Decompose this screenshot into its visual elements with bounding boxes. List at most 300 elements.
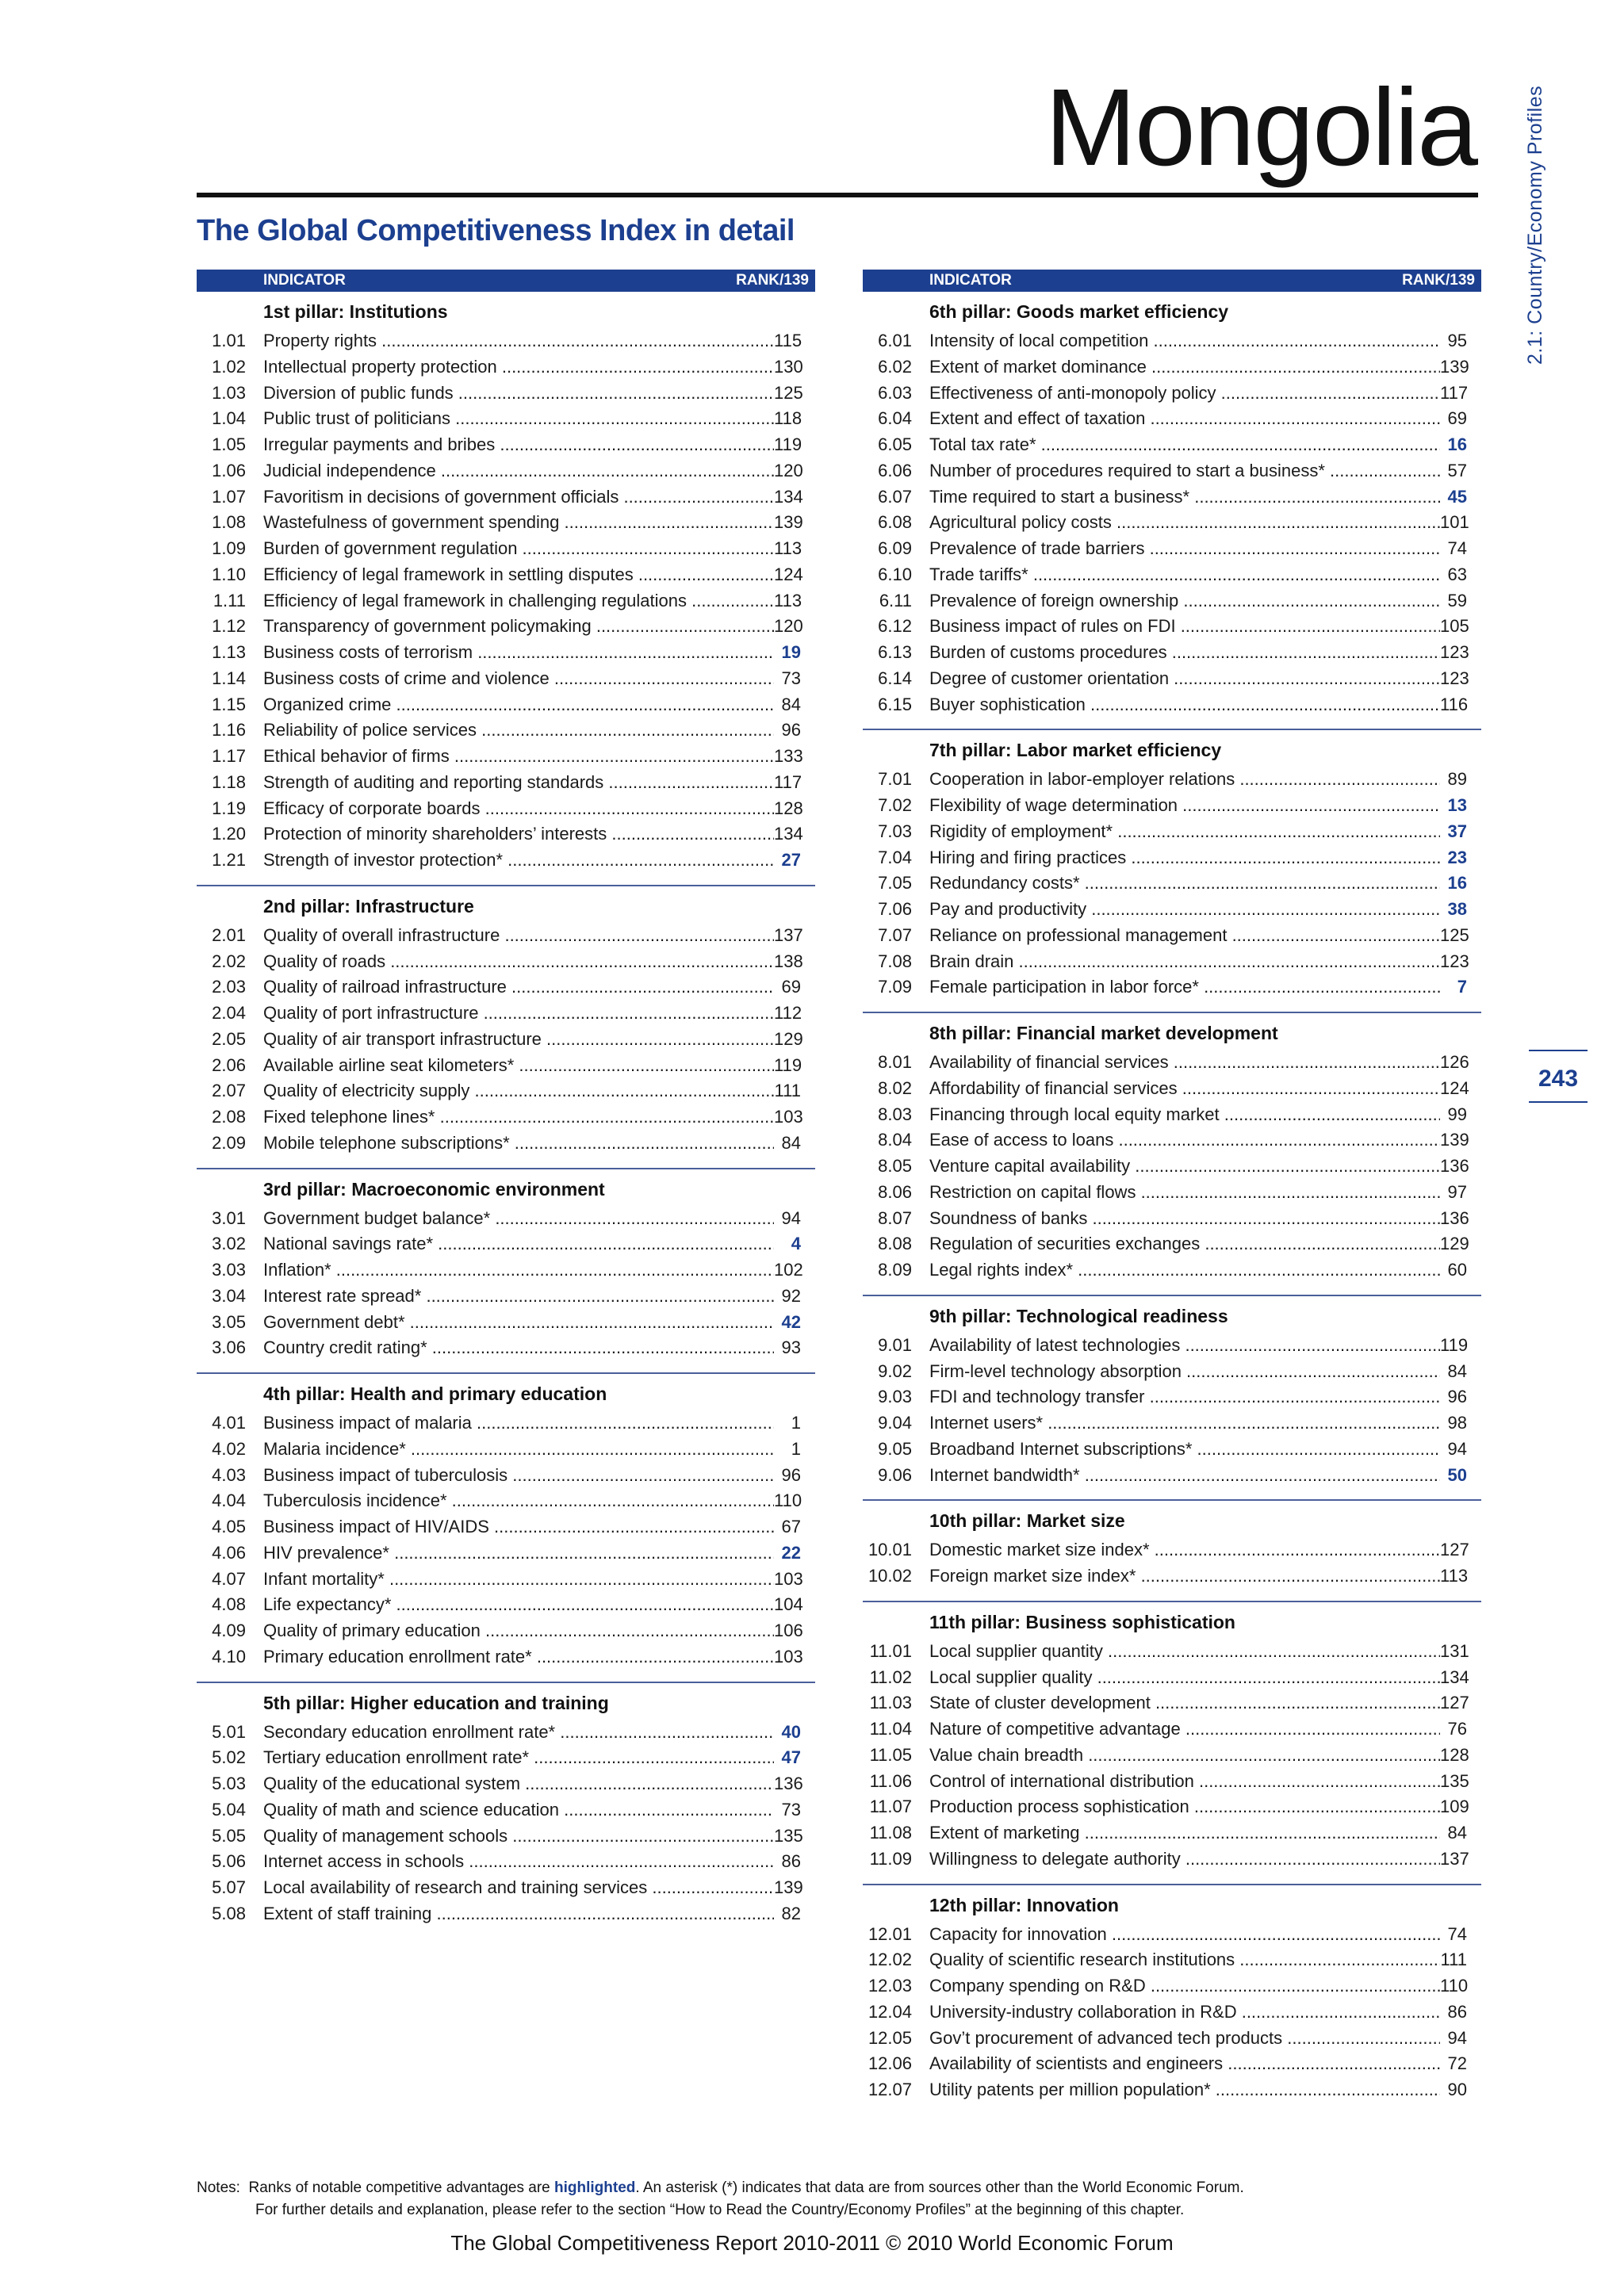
indicator-code: 11.01 — [869, 1640, 912, 1661]
indicator-row — [863, 1922, 1481, 1948]
indicator-rank: 137 — [1440, 1846, 1467, 1873]
indicator-label: Availability of financial services ..... — [929, 1050, 1440, 1076]
indicator-label: Transparency of government policymaking ..... — [263, 614, 774, 640]
indicator-row — [197, 1078, 815, 1104]
indicator-rank: 128 — [1440, 1743, 1467, 1769]
indicator-label: Soundness of banks ..... — [929, 1206, 1440, 1232]
indicator-rank-highlighted: 13 — [1440, 793, 1467, 819]
indicator-code: 1.03 — [212, 382, 246, 403]
indicator-code: 3.01 — [212, 1207, 246, 1228]
section-side-label: 2.1: Country/Economy Profiles — [1524, 85, 1546, 365]
indicator-code: 7.06 — [878, 899, 912, 919]
indicator-code: 1.21 — [212, 850, 246, 870]
indicator-label: Trade tariffs* ..... — [929, 562, 1440, 588]
indicator-label: Country credit rating* ..... — [263, 1335, 774, 1361]
indicator-label: Burden of customs procedures ..... — [929, 640, 1440, 666]
indicator-rank: 82 — [774, 1901, 801, 1927]
indicator-row — [197, 770, 815, 796]
indicator-rank: 92 — [774, 1284, 801, 1310]
indicator-label: Legal rights index* ..... — [929, 1257, 1440, 1284]
indicator-code: 12.05 — [868, 2027, 912, 2048]
indicator-code: 2.07 — [212, 1081, 246, 1101]
indicator-rank: 129 — [1440, 1231, 1467, 1257]
indicator-label: Degree of customer orientation ..... — [929, 666, 1440, 692]
indicator-row — [197, 1027, 815, 1053]
indicator-rank: 60 — [1440, 1257, 1467, 1284]
indicator-label: Flexibility of wage determination ..... — [929, 793, 1440, 819]
indicator-code: 8.05 — [878, 1156, 912, 1176]
indicator-code: 1.15 — [212, 694, 246, 714]
indicator-rank: 119 — [774, 432, 801, 458]
indicator-code: 1.02 — [212, 356, 246, 377]
indicator-rank-highlighted: 16 — [1440, 871, 1467, 897]
indicator-row — [197, 974, 815, 1001]
indicator-rank: 124 — [774, 562, 801, 588]
indicator-label: Quality of primary education ..... — [263, 1618, 774, 1644]
indicator-rank: 84 — [1440, 1820, 1467, 1846]
indicator-row — [197, 1463, 815, 1489]
indicator-row — [863, 1973, 1481, 1999]
indicator-row — [197, 949, 815, 975]
indicator-rank: 111 — [774, 1078, 801, 1104]
indicator-code: 6.05 — [878, 434, 912, 454]
indicator-row — [863, 897, 1481, 923]
indicator-rank: 115 — [774, 328, 801, 354]
indicator-code: 8.06 — [878, 1181, 912, 1202]
left-pillars — [197, 292, 815, 1927]
indicator-label: Utility patents per million population* ..... — [929, 2077, 1440, 2103]
indicator-row — [863, 406, 1481, 432]
pillar-title: 9th pillar: Technological readiness — [929, 1305, 1228, 1326]
indicator-rank: 98 — [1440, 1410, 1467, 1437]
indicator-code: 9.01 — [878, 1334, 912, 1355]
indicator-code: 1.10 — [212, 564, 246, 584]
indicator-row — [863, 1076, 1481, 1102]
indicator-label: Judicial independence ..... — [263, 458, 774, 484]
indicator-rank: 74 — [1440, 536, 1467, 562]
indicator-row — [197, 1001, 815, 1027]
indicator-label: Intensity of local competition ..... — [929, 328, 1440, 354]
indicator-rank: 84 — [774, 692, 801, 718]
indicator-rank-highlighted: 42 — [774, 1310, 801, 1336]
indicator-row — [863, 1639, 1481, 1665]
indicator-code: 7.01 — [878, 769, 912, 790]
indicator-code: 9.04 — [878, 1413, 912, 1433]
indicator-code: 4.09 — [212, 1621, 246, 1640]
indicator-rank-highlighted: 4 — [774, 1231, 801, 1257]
indicator-code: 7.04 — [878, 847, 912, 867]
indicator-rank: 131 — [1440, 1639, 1467, 1665]
indicator-code: 2.05 — [212, 1028, 246, 1049]
indicator-rank: 134 — [1440, 1665, 1467, 1691]
indicator-code: 5.07 — [212, 1877, 246, 1897]
indicator-label: Extent of marketing ..... — [929, 1820, 1440, 1846]
indicator-row — [863, 640, 1481, 666]
indicator-rank: 74 — [1440, 1922, 1467, 1948]
indicator-rank-highlighted: 23 — [1440, 845, 1467, 871]
indicator-row — [863, 381, 1481, 407]
indicator-row — [863, 328, 1481, 354]
pillar-section — [197, 1372, 815, 1670]
indicator-row — [863, 845, 1481, 871]
indicator-code: 8.09 — [878, 1260, 912, 1280]
indicator-rank: 113 — [774, 536, 801, 562]
indicator-code: 5.01 — [212, 1721, 246, 1742]
indicator-label: Favoritism in decisions of government officials ..... — [263, 484, 774, 511]
indicator-row — [197, 1797, 815, 1823]
pillar-title: 5th pillar: Higher education and training — [263, 1692, 609, 1713]
indicator-rank: 104 — [774, 1592, 801, 1618]
indicator-label: Willingness to delegate authority ..... — [929, 1846, 1440, 1873]
indicator-rank: 1 — [774, 1437, 801, 1463]
indicator-row — [863, 588, 1481, 614]
indicator-rank: 129 — [774, 1027, 801, 1053]
indicator-label: Interest rate spread* ..... — [263, 1284, 774, 1310]
indicator-row — [197, 562, 815, 588]
indicator-label: FDI and technology transfer ..... — [929, 1384, 1440, 1410]
indicator-row — [197, 718, 815, 744]
indicator-code: 9.05 — [878, 1438, 912, 1459]
indicator-code: 7.09 — [878, 977, 912, 997]
indicator-label: Availability of scientists and engineers ..... — [929, 2051, 1440, 2077]
indicator-label: Number of procedures required to start a business* ..... — [929, 458, 1440, 484]
page-number: 243 — [1538, 1066, 1579, 1092]
indicator-rank: 126 — [1440, 1050, 1467, 1076]
indicator-row — [863, 484, 1481, 511]
indicator-rank: 128 — [774, 796, 801, 822]
indicator-row — [863, 1769, 1481, 1795]
indicator-label: Cooperation in labor-employer relations ..... — [929, 767, 1440, 793]
indicator-rank: 139 — [774, 510, 801, 536]
pillar-title: 1st pillar: Institutions — [263, 301, 448, 322]
pillar-section — [863, 729, 1481, 1001]
indicator-code: 6.12 — [878, 616, 912, 637]
indicator-code: 8.04 — [878, 1130, 912, 1150]
indicator-rank: 125 — [1440, 923, 1467, 949]
indicator-label: Wastefulness of government spending ..... — [263, 510, 774, 536]
indicator-label: Broadband Internet subscriptions* ..... — [929, 1437, 1440, 1463]
indicator-code: 4.02 — [212, 1438, 246, 1459]
indicator-label: Fixed telephone lines* ..... — [263, 1104, 774, 1131]
indicator-rank: 63 — [1440, 562, 1467, 588]
indicator-rank-highlighted: 50 — [1440, 1463, 1467, 1489]
indicator-label: Financing through local equity market ..... — [929, 1102, 1440, 1128]
indicator-label: Extent of staff training ..... — [263, 1901, 774, 1927]
page-number-rule-top — [1529, 1050, 1588, 1051]
indicator-label: Quality of overall infrastructure ..... — [263, 923, 774, 949]
indicator-label: Strength of investor protection* ..... — [263, 848, 774, 874]
indicator-code: 1.05 — [212, 434, 246, 454]
indicator-rank: 139 — [774, 1875, 801, 1901]
indicator-rank: 117 — [774, 770, 801, 796]
indicator-row — [863, 2051, 1481, 2077]
indicator-row — [197, 692, 815, 718]
indicator-row — [197, 1875, 815, 1901]
indicator-row — [863, 1127, 1481, 1154]
indicator-row — [197, 1131, 815, 1157]
indicator-label: National savings rate* ..... — [263, 1231, 774, 1257]
indicator-label: Reliability of police services ..... — [263, 718, 774, 744]
notes-lead: Notes: — [197, 2179, 240, 2196]
indicator-code: 4.03 — [212, 1464, 246, 1485]
indicator-code: 4.05 — [212, 1517, 246, 1536]
indicator-label: Time required to start a business* ..... — [929, 484, 1440, 511]
pillar-section — [197, 885, 815, 1157]
indicator-code: 11.07 — [869, 1797, 912, 1817]
notes-text: Ranks of notable competitive advantages are — [248, 2179, 550, 2196]
indicator-label: Property rights ..... — [263, 328, 774, 354]
indicator-code: 7.08 — [878, 951, 912, 971]
indicator-rank: 103 — [774, 1567, 801, 1593]
indicator-row — [863, 793, 1481, 819]
indicator-label: Restriction on capital flows ..... — [929, 1180, 1440, 1206]
indicator-code: 1.13 — [212, 642, 246, 662]
indicator-rank: 73 — [774, 1797, 801, 1823]
indicator-header: INDICATOR — [929, 272, 1012, 289]
indicator-code: 8.08 — [878, 1234, 912, 1254]
indicator-row — [863, 1537, 1481, 1563]
indicator-label: Efficiency of legal framework in settling disputes ..... — [263, 562, 774, 588]
indicator-rank-highlighted: 38 — [1440, 897, 1467, 923]
indicator-row — [863, 1359, 1481, 1385]
indicator-code: 12.04 — [868, 2001, 912, 2022]
indicator-code: 1.06 — [212, 460, 246, 480]
indicator-rank: 90 — [1440, 2077, 1467, 2103]
indicator-code: 3.03 — [212, 1260, 246, 1280]
indicator-rank: 120 — [774, 614, 801, 640]
indicator-row — [197, 614, 815, 640]
indicator-row — [197, 848, 815, 874]
indicator-row — [863, 1333, 1481, 1359]
indicator-label: Quality of management schools ..... — [263, 1823, 774, 1850]
indicator-row — [863, 1257, 1481, 1284]
indicator-rank-highlighted: 47 — [774, 1745, 801, 1771]
indicator-rank: 139 — [1440, 354, 1467, 381]
indicator-code: 11.04 — [869, 1719, 912, 1739]
indicator-label: Female participation in labor force* ..... — [929, 974, 1440, 1001]
pillar-title: 2nd pillar: Infrastructure — [263, 895, 474, 916]
indicator-code: 12.03 — [868, 1976, 912, 1996]
indicator-rank: 110 — [1440, 1973, 1467, 1999]
indicator-row — [863, 1743, 1481, 1769]
indicator-label: Redundancy costs* ..... — [929, 871, 1440, 897]
indicator-rank: 94 — [1440, 1437, 1467, 1463]
indicator-rank: 105 — [1440, 614, 1467, 640]
indicator-row — [863, 767, 1481, 793]
indicator-rank: 112 — [774, 1001, 801, 1027]
indicator-code: 1.18 — [212, 771, 246, 792]
indicator-code: 11.09 — [869, 1848, 912, 1869]
pillar-title: 11th pillar: Business sophistication — [929, 1611, 1235, 1632]
indicator-label: Irregular payments and bribes ..... — [263, 432, 774, 458]
indicator-code: 8.01 — [878, 1052, 912, 1072]
indicator-row — [197, 1437, 815, 1463]
indicator-rank: 99 — [1440, 1102, 1467, 1128]
indicator-code: 12.06 — [868, 2053, 912, 2074]
indicator-rank: 137 — [774, 923, 801, 949]
indicator-rank: 123 — [1440, 666, 1467, 692]
indicator-rank: 59 — [1440, 588, 1467, 614]
indicator-code: 5.03 — [212, 1774, 246, 1793]
indicator-row — [197, 1335, 815, 1361]
pillar-section — [863, 1601, 1481, 1873]
indicator-row — [863, 1999, 1481, 2026]
indicator-code: 1.08 — [212, 512, 246, 533]
indicator-rank-highlighted: 45 — [1440, 484, 1467, 511]
indicator-code: 8.07 — [878, 1207, 912, 1228]
indicator-label: Prevalence of trade barriers ..... — [929, 536, 1440, 562]
indicator-header: INDICATOR — [263, 272, 346, 289]
indicator-rank: 120 — [774, 458, 801, 484]
indicator-code: 6.04 — [878, 408, 912, 429]
indicator-code: 2.02 — [212, 951, 246, 971]
indicator-row — [197, 744, 815, 770]
indicator-row — [197, 1592, 815, 1618]
indicator-row — [197, 354, 815, 381]
indicator-rank: 135 — [1440, 1769, 1467, 1795]
indicator-rank: 136 — [1440, 1206, 1467, 1232]
indicator-label: HIV prevalence* ..... — [263, 1540, 774, 1567]
indicator-label: Pay and productivity ..... — [929, 897, 1440, 923]
indicator-row — [197, 1540, 815, 1567]
indicator-code: 4.01 — [212, 1413, 246, 1433]
indicator-row — [197, 1771, 815, 1797]
indicator-row — [197, 432, 815, 458]
indicator-row — [863, 1180, 1481, 1206]
indicator-label: Tertiary education enrollment rate* ..... — [263, 1745, 774, 1771]
indicator-row — [197, 796, 815, 822]
indicator-code: 1.09 — [212, 538, 246, 558]
indicator-row — [863, 974, 1481, 1001]
notes-highlight-word: highlighted — [554, 2179, 636, 2196]
indicator-label: Reliance on professional management ..... — [929, 923, 1440, 949]
indicator-rank: 116 — [1440, 692, 1467, 718]
indicator-code: 8.02 — [878, 1077, 912, 1098]
indicator-row — [197, 1618, 815, 1644]
indicator-code: 6.01 — [878, 331, 912, 350]
indicator-rank: 86 — [774, 1849, 801, 1875]
indicator-code: 3.05 — [212, 1311, 246, 1332]
indicator-row — [197, 1231, 815, 1257]
indicator-row — [863, 614, 1481, 640]
indicator-label: Diversion of public funds ..... — [263, 381, 774, 407]
pillar-title: 6th pillar: Goods market efficiency — [929, 301, 1229, 322]
indicator-rank: 97 — [1440, 1180, 1467, 1206]
indicator-code: 4.06 — [212, 1542, 246, 1563]
pillar-section — [863, 292, 1481, 718]
indicator-row — [863, 1384, 1481, 1410]
indicator-rank: 130 — [774, 354, 801, 381]
indicator-rank: 106 — [774, 1618, 801, 1644]
indicator-label: Venture capital availability ..... — [929, 1154, 1440, 1180]
indicator-code: 11.03 — [869, 1693, 912, 1713]
indicator-row — [863, 819, 1481, 845]
page-number-rule-bottom — [1529, 1101, 1588, 1103]
country-title: Mongolia — [1044, 67, 1477, 189]
indicator-row — [197, 923, 815, 949]
indicator-row — [863, 1716, 1481, 1743]
indicator-rank: 136 — [774, 1771, 801, 1797]
indicator-row — [863, 949, 1481, 975]
indicator-code: 6.10 — [878, 564, 912, 584]
indicator-rank: 139 — [1440, 1127, 1467, 1154]
indicator-rank: 93 — [774, 1335, 801, 1361]
indicator-label: University-industry collaboration in R&D ..... — [929, 1999, 1440, 2026]
indicator-row — [863, 923, 1481, 949]
indicator-row — [863, 536, 1481, 562]
indicator-label: Organized crime ..... — [263, 692, 774, 718]
indicator-label: Ethical behavior of firms ..... — [263, 744, 774, 770]
indicator-rank: 1 — [774, 1410, 801, 1437]
notes-line-2: For further details and explanation, please refer to the section “How to Read the Country/Economy Profiles” at the beginning of this chapter. — [255, 2202, 1185, 2218]
indicator-row — [863, 1563, 1481, 1590]
indicator-label: Business costs of terrorism ..... — [263, 640, 774, 666]
indicator-code: 2.08 — [212, 1107, 246, 1127]
indicator-label: Production process sophistication ..... — [929, 1794, 1440, 1820]
indicator-code: 2.09 — [212, 1132, 246, 1153]
indicator-rank: 89 — [1440, 767, 1467, 793]
indicator-label: Hiring and firing practices ..... — [929, 845, 1440, 871]
indicator-code: 4.07 — [212, 1568, 246, 1589]
indicator-code: 12.07 — [868, 2080, 912, 2099]
indicator-rank: 73 — [774, 666, 801, 692]
indicator-code: 7.07 — [878, 924, 912, 945]
indicator-label: Local supplier quantity ..... — [929, 1639, 1440, 1665]
indicator-row — [863, 1665, 1481, 1691]
indicator-row — [197, 458, 815, 484]
indicator-rank: 125 — [774, 381, 801, 407]
indicator-row — [197, 1257, 815, 1284]
indicator-label: Prevalence of foreign ownership ..... — [929, 588, 1440, 614]
indicator-rank: 124 — [1440, 1076, 1467, 1102]
indicator-label: Business costs of crime and violence ..... — [263, 666, 774, 692]
indicator-code: 3.04 — [212, 1285, 246, 1306]
indicator-row — [197, 821, 815, 848]
indicator-label: Quality of math and science education ..... — [263, 1797, 774, 1823]
indicator-rank: 119 — [774, 1053, 801, 1079]
indicator-rank: 84 — [1440, 1359, 1467, 1385]
indicator-row — [197, 1053, 815, 1079]
indicator-label: Agricultural policy costs ..... — [929, 510, 1440, 536]
indicator-row — [863, 1820, 1481, 1846]
pillar-title: 3rd pillar: Macroeconomic environment — [263, 1178, 605, 1200]
pillar-section — [863, 1884, 1481, 2103]
indicator-code: 9.06 — [878, 1464, 912, 1485]
indicator-rank: 67 — [774, 1514, 801, 1540]
indicator-rank: 69 — [1440, 406, 1467, 432]
indicator-label: Domestic market size index* ..... — [929, 1537, 1440, 1563]
indicator-code: 7.05 — [878, 873, 912, 894]
rank-header: RANK/139 — [736, 272, 809, 289]
indicator-row — [863, 1947, 1481, 1973]
indicator-row — [863, 2077, 1481, 2103]
pillar-title: 7th pillar: Labor market efficiency — [929, 740, 1222, 761]
right-column — [863, 270, 1481, 2103]
indicator-row — [863, 871, 1481, 897]
indicator-row — [197, 1849, 815, 1875]
indicator-row — [863, 1846, 1481, 1873]
indicator-label: Government budget balance* ..... — [263, 1206, 774, 1232]
indicator-label: Quality of port infrastructure ..... — [263, 1001, 774, 1027]
indicator-label: Control of international distribution ..... — [929, 1769, 1440, 1795]
indicator-rank-highlighted: 40 — [774, 1720, 801, 1746]
indicator-rank: 127 — [1440, 1690, 1467, 1716]
indicator-row — [197, 1284, 815, 1310]
indicator-rank: 135 — [774, 1823, 801, 1850]
indicator-rank: 127 — [1440, 1537, 1467, 1563]
indicator-label: Malaria incidence* ..... — [263, 1437, 774, 1463]
indicator-code: 1.07 — [212, 486, 246, 507]
